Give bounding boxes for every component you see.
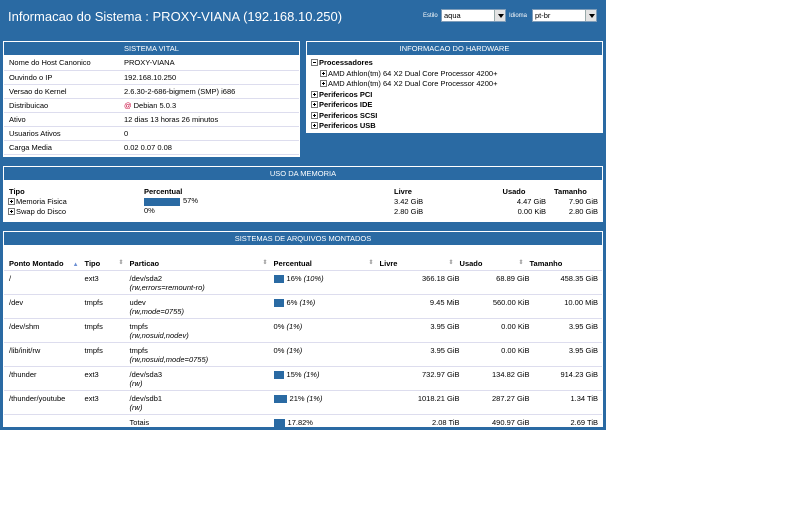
vital-key: Ouvindo o IP <box>4 70 119 84</box>
vital-key: Distribuicao <box>4 98 119 112</box>
fs-used: 68.89 GiB <box>460 270 530 294</box>
language-label: Idioma <box>509 13 528 19</box>
fs-partition: tmpfs <box>129 345 148 355</box>
fs-partition: /dev/sda2 <box>129 273 163 283</box>
col-percent[interactable]: Percentual ⇕ <box>273 259 374 269</box>
sort-asc-icon[interactable]: ▲ <box>72 262 79 269</box>
memory-free: 2.80 GiB <box>394 206 424 216</box>
tree-cpu[interactable] <box>311 69 598 80</box>
fs-size: 914.23 GiB <box>530 366 602 390</box>
fs-inode-percent: (10%) <box>303 273 324 283</box>
fs-options: (rw) <box>129 402 143 412</box>
hardware-heading: INFORMACAO DO HARDWARE <box>307 42 602 56</box>
pci-label: Perifericos PCI <box>319 89 373 99</box>
col-mount[interactable]: Ponto Montado ▲ <box>9 259 79 269</box>
fs-free: 732.97 GiB <box>380 366 460 390</box>
vital-value: 192.168.10.250 <box>119 70 299 84</box>
fs-free: 366.18 GiB <box>380 270 460 294</box>
vital-row <box>4 56 299 70</box>
col-free[interactable]: ⇕ Livre <box>379 259 454 269</box>
fs-inode-percent: (1%) <box>286 345 303 355</box>
fs-partition: udev <box>129 297 146 307</box>
fs-row <box>4 318 602 342</box>
fs-size: 458.35 GiB <box>530 270 602 294</box>
fs-options: (rw,nosuid,nodev) <box>129 330 189 340</box>
fs-partition-cell <box>130 270 274 294</box>
vital-row <box>4 112 299 126</box>
vital-row <box>4 126 299 140</box>
fs-percent: 0% <box>273 345 285 355</box>
fs-size: 10.00 MiB <box>530 294 602 318</box>
memory-percent: 57% <box>183 196 199 206</box>
vital-key: Carga Media <box>4 140 119 154</box>
col-percent: Percentual <box>144 187 183 196</box>
sort-icon[interactable]: ⇕ <box>118 260 124 267</box>
vital-key: Versao do Kernel <box>4 84 119 98</box>
fs-percent-cell <box>274 366 380 390</box>
memory-type: Memoria Fisica <box>16 196 67 206</box>
fs-inode-percent: (1%) <box>286 321 303 331</box>
fs-type: ext3 <box>85 390 130 414</box>
vital-row <box>4 140 299 154</box>
vital-key: Ativo <box>4 112 119 126</box>
memory-used: 4.47 GiB <box>516 196 546 206</box>
fs-partition-cell <box>130 294 274 318</box>
fs-mount: /thunder <box>4 366 85 390</box>
fs-used: 0.00 KiB <box>460 318 530 342</box>
fs-free: 1018.21 GiB <box>380 390 460 414</box>
fs-row <box>4 270 602 294</box>
fs-options: (rw,mode=0755) <box>129 306 184 316</box>
fs-percent-cell <box>274 294 380 318</box>
language-select-value: pt-br <box>535 11 551 20</box>
usage-bar <box>274 395 287 403</box>
memory-heading: USO DA MEMORIA <box>4 167 602 181</box>
totals-label: Totais <box>130 414 274 431</box>
cpu-label: AMD Athlon(tm) 64 X2 Dual Core Processor 4200+ <box>328 68 498 78</box>
page-title: Informacao do Sistema : PROXY-VIANA (192.168.10.250) <box>8 9 343 24</box>
col-size: Tamanho <box>554 187 587 196</box>
expand-icon[interactable] <box>320 70 327 77</box>
style-label: Estilo <box>423 13 438 19</box>
tree-scsi[interactable] <box>311 111 598 122</box>
vital-key: Usuarios Ativos <box>4 126 119 140</box>
memory-size: 7.90 GiB <box>568 196 598 206</box>
debian-logo-icon: @ <box>124 100 132 110</box>
expand-icon[interactable] <box>311 112 318 119</box>
filesystems-heading: SISTEMAS DE ARQUIVOS MONTADOS <box>4 232 602 246</box>
totals-spacer <box>85 414 130 431</box>
vital-panel <box>3 41 300 157</box>
filesystems-table <box>4 258 602 431</box>
fs-mount: /lib/init/rw <box>4 342 85 366</box>
fs-percent-cell <box>274 342 380 366</box>
fs-options: (rw,errors=remount-ro) <box>129 282 205 292</box>
expand-icon[interactable] <box>311 101 318 108</box>
fs-row <box>4 294 602 318</box>
memory-header-row <box>4 187 602 196</box>
fs-partition: tmpfs <box>129 321 148 331</box>
sort-icon[interactable]: ⇕ <box>262 260 268 267</box>
expand-icon[interactable] <box>320 80 327 87</box>
sort-icon[interactable]: ⇕ <box>518 260 524 267</box>
usage-bar <box>274 299 284 307</box>
memory-percent-cell <box>144 196 394 206</box>
fs-type: ext3 <box>85 270 130 294</box>
usage-bar <box>274 371 284 379</box>
fs-size: 3.95 GiB <box>530 342 602 366</box>
fs-type: ext3 <box>85 366 130 390</box>
hardware-panel <box>306 41 603 133</box>
language-select[interactable] <box>532 9 597 22</box>
fs-type: tmpfs <box>85 342 130 366</box>
fs-partition-cell <box>130 342 274 366</box>
totals-free: 2.08 TiB <box>380 414 460 431</box>
vital-value: 2.6.30-2-686-bigmem (SMP) i686 <box>119 84 299 98</box>
fs-percent: 0% <box>273 321 285 331</box>
scsi-label: Perifericos SCSI <box>319 110 378 120</box>
fs-mount: /thunder/youtube <box>4 390 85 414</box>
fs-inode-percent: (1%) <box>299 297 316 307</box>
memory-size: 2.80 GiB <box>568 206 598 216</box>
totals-size: 2.69 TiB <box>530 414 602 431</box>
memory-panel <box>3 166 603 222</box>
fs-row <box>4 366 602 390</box>
fs-percent: 16% <box>286 273 302 283</box>
memory-percent: 0% <box>144 206 155 216</box>
page-header <box>0 0 606 32</box>
fs-header-row <box>4 258 602 270</box>
fs-free: 3.95 GiB <box>380 318 460 342</box>
fs-partition: /dev/sda3 <box>129 369 163 379</box>
fs-percent: 15% <box>286 369 302 379</box>
usage-bar <box>274 275 284 283</box>
fs-partition-cell <box>130 318 274 342</box>
fs-inode-percent: (1%) <box>306 393 323 403</box>
processors-label: Processadores <box>319 58 373 67</box>
fs-used: 0.00 KiB <box>460 342 530 366</box>
col-type[interactable]: Tipo ⇕ <box>84 259 124 269</box>
hardware-tree <box>307 56 602 134</box>
fs-percent-cell <box>274 318 380 342</box>
totals-percent-cell <box>274 414 380 431</box>
expand-icon[interactable] <box>8 198 15 205</box>
fs-totals-row <box>4 414 602 431</box>
usage-bar <box>274 419 285 427</box>
vital-value: Debian 5.0.3 <box>133 100 177 110</box>
tree-cpu[interactable] <box>311 79 598 90</box>
fs-mount: /dev <box>4 294 85 318</box>
fs-used: 134.82 GiB <box>460 366 530 390</box>
fs-partition-cell <box>130 366 274 390</box>
sort-icon[interactable]: ⇕ <box>368 260 374 267</box>
fs-row <box>4 342 602 366</box>
memory-type-cell <box>4 206 144 216</box>
col-partition[interactable]: Particao ⇕ <box>129 259 268 269</box>
fs-mount: /dev/shm <box>4 318 85 342</box>
col-type: Tipo <box>9 187 25 196</box>
fs-row <box>4 390 602 414</box>
collapse-icon[interactable] <box>311 59 318 66</box>
vital-row <box>4 84 299 98</box>
chevron-down-icon[interactable] <box>494 10 505 21</box>
fs-mount: / <box>4 270 85 294</box>
col-size[interactable]: Tamanho <box>529 259 563 269</box>
memory-type: Swap do Disco <box>16 206 67 216</box>
fs-percent-cell <box>274 270 380 294</box>
expand-icon[interactable] <box>311 91 318 98</box>
fs-free: 9.45 MiB <box>380 294 460 318</box>
vital-value-cell <box>119 98 299 112</box>
tree-pci[interactable] <box>311 90 598 101</box>
usb-label: Perifericos USB <box>319 121 376 130</box>
cpu-label: AMD Athlon(tm) 64 X2 Dual Core Processor 4200+ <box>328 79 498 88</box>
memory-percent-cell <box>144 206 394 216</box>
fs-inode-percent: (1%) <box>303 369 320 379</box>
memory-row <box>4 196 602 206</box>
col-used: Usado <box>502 187 526 196</box>
totals-used: 490.97 GiB <box>460 414 530 431</box>
vital-heading: SISTEMA VITAL <box>4 42 299 56</box>
fs-percent: 21% <box>289 393 305 403</box>
memory-table <box>4 187 602 216</box>
ide-label: Perifericos IDE <box>319 100 373 109</box>
col-free: Livre <box>394 187 412 196</box>
chevron-down-icon[interactable] <box>585 10 596 21</box>
expand-icon[interactable] <box>311 122 318 129</box>
vital-value: 0 <box>119 126 299 140</box>
memory-used: 0.00 KiB <box>517 206 546 216</box>
fs-percent-cell <box>274 390 380 414</box>
memory-row <box>4 206 602 216</box>
fs-options: (rw) <box>129 378 143 388</box>
vital-value: PROXY-VIANA <box>119 56 299 70</box>
totals-spacer <box>4 414 85 431</box>
fs-size: 3.95 GiB <box>530 318 602 342</box>
fs-free: 3.95 GiB <box>380 342 460 366</box>
fs-partition-cell <box>130 390 274 414</box>
fs-partition: /dev/sdb1 <box>129 393 163 403</box>
memory-type-cell <box>4 196 144 206</box>
tree-usb[interactable] <box>311 121 598 132</box>
fs-size: 1.34 TiB <box>530 390 602 414</box>
tree-ide[interactable] <box>311 100 598 111</box>
fs-type: tmpfs <box>85 294 130 318</box>
fs-options: (rw,nosuid,mode=0755) <box>129 354 209 364</box>
sort-icon[interactable]: ⇕ <box>448 260 454 267</box>
fs-rows <box>4 270 602 414</box>
vital-key: Nome do Host Canonico <box>4 56 119 70</box>
vital-value: 0.02 0.07 0.08 <box>119 140 299 154</box>
fs-type: tmpfs <box>85 318 130 342</box>
fs-used: 560.00 KiB <box>460 294 530 318</box>
fs-percent: 6% <box>286 297 298 307</box>
usage-bar <box>144 198 180 206</box>
totals-percent: 17.82% <box>287 417 313 427</box>
tree-processors[interactable] <box>311 58 598 69</box>
filesystems-panel <box>3 231 603 427</box>
style-select-value: aqua <box>444 11 461 20</box>
fs-used: 287.27 GiB <box>460 390 530 414</box>
col-used[interactable]: ⇕ Usado <box>459 259 524 269</box>
style-select[interactable] <box>441 9 506 22</box>
expand-icon[interactable] <box>8 208 15 215</box>
vital-table <box>4 56 299 155</box>
memory-free: 3.42 GiB <box>394 196 424 206</box>
vital-value: 12 dias 13 horas 26 minutos <box>119 112 299 126</box>
vital-row <box>4 70 299 84</box>
vital-row <box>4 98 299 112</box>
